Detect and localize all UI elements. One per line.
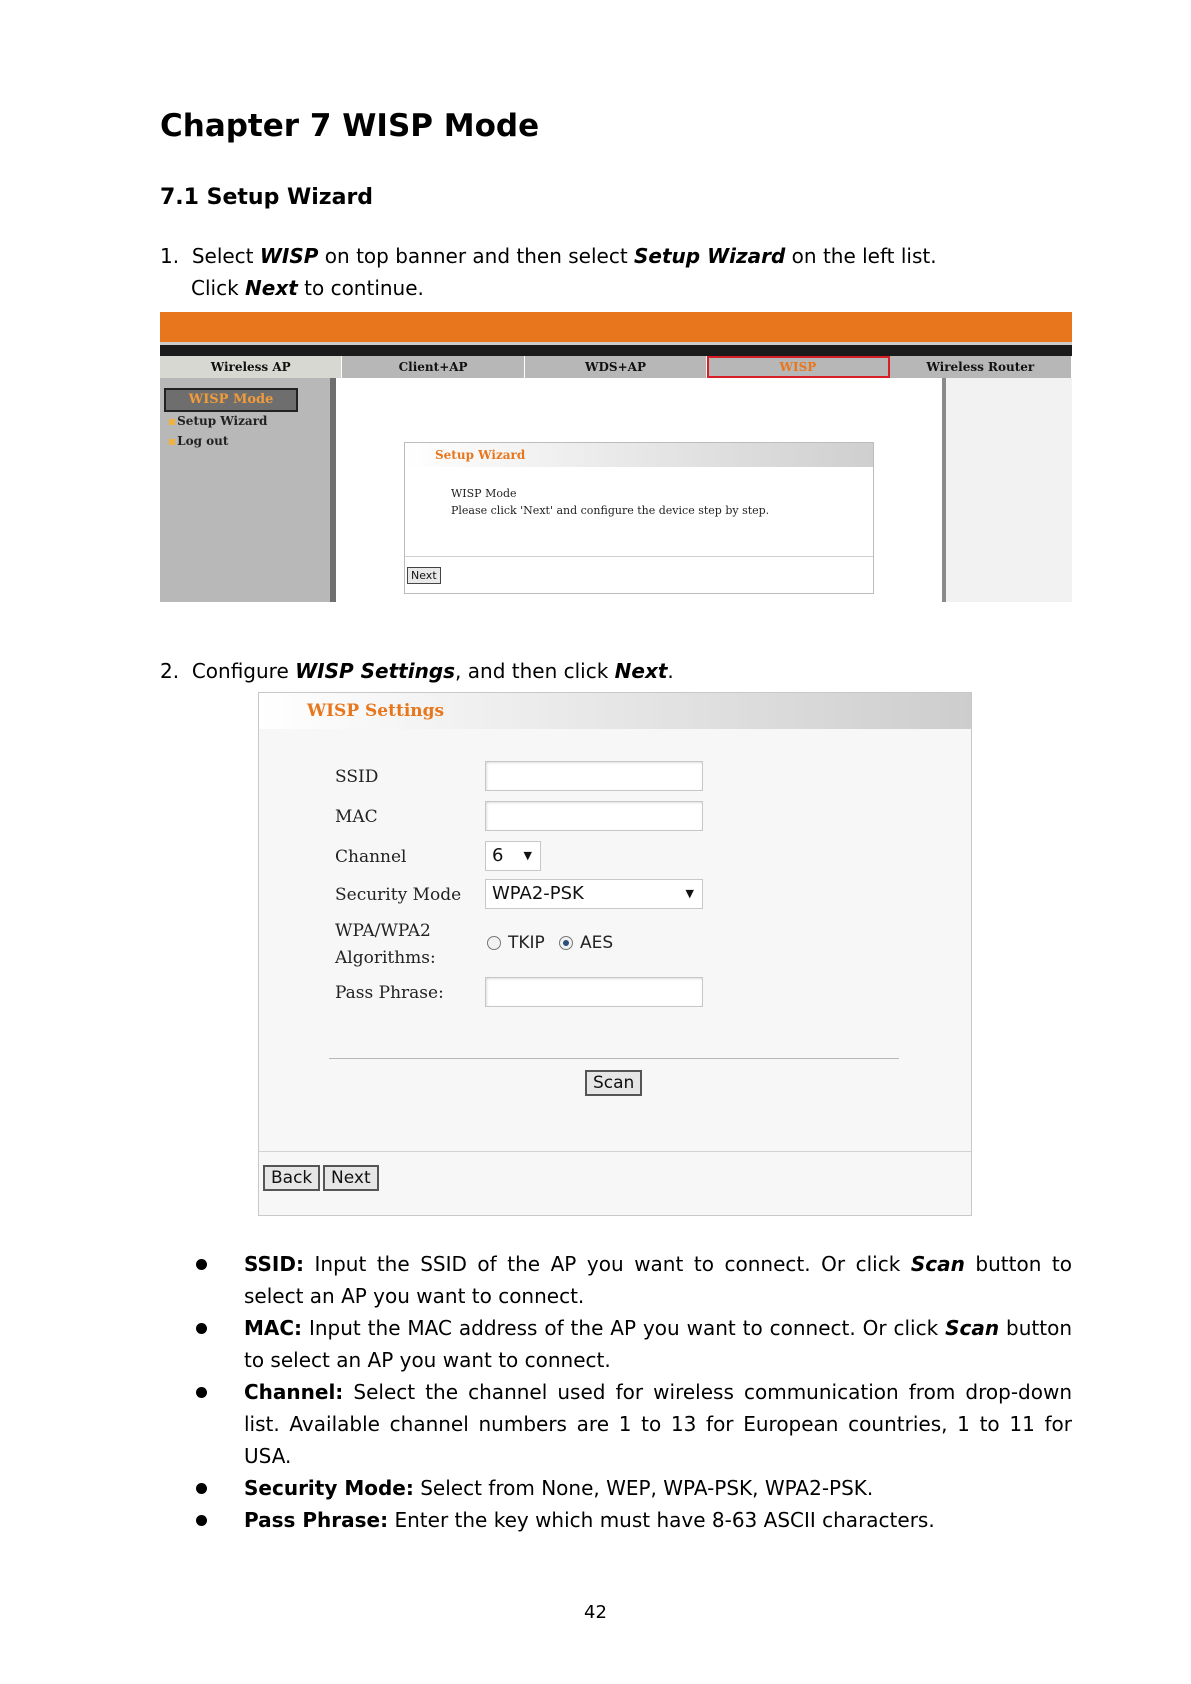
step-2-instruction: 2. Configure WISP Settings, and then click Next. bbox=[160, 659, 674, 683]
divider bbox=[259, 1151, 971, 1152]
sidebar-title: WISP Mode bbox=[164, 388, 298, 412]
step-number: 2. bbox=[160, 659, 180, 683]
list-item: SSID: Input the SSID of the AP you want to connect. Or click Scan button to select an AP you want to connect. bbox=[196, 1248, 1072, 1312]
radio-tkip[interactable]: TKIP bbox=[487, 933, 545, 953]
list-item: Channel: Select the channel used for wireless communication from drop-down list. Available channel numbers are 1 to 13 for European countries, 1 to 11 for USA. bbox=[196, 1376, 1072, 1472]
banner bbox=[160, 312, 1072, 342]
security-mode-label: Security Mode bbox=[335, 885, 462, 905]
mac-input[interactable] bbox=[485, 801, 703, 831]
scan-button[interactable]: Scan bbox=[585, 1070, 642, 1096]
tab-client-ap[interactable]: Client+AP bbox=[342, 356, 524, 378]
next-button[interactable]: Next bbox=[323, 1165, 379, 1191]
wisp-settings-screenshot bbox=[258, 692, 972, 1216]
tab-wireless-ap[interactable]: Wireless AP bbox=[160, 356, 342, 378]
channel-select[interactable]: 6 ▼ bbox=[485, 841, 541, 871]
page-number: 42 bbox=[584, 1602, 607, 1623]
chevron-down-icon: ▼ bbox=[685, 887, 694, 900]
wizard-mode-text: WISP Mode bbox=[451, 487, 517, 500]
panel-title: Setup Wizard bbox=[405, 443, 873, 467]
ssid-input[interactable] bbox=[485, 761, 703, 791]
tab-wireless-router[interactable]: Wireless Router bbox=[890, 356, 1072, 378]
list-item: Pass Phrase: Enter the key which must have 8-63 ASCII characters. bbox=[196, 1504, 1072, 1536]
main-content bbox=[336, 378, 942, 602]
divider bbox=[405, 556, 873, 557]
tab-wisp[interactable]: WISP bbox=[707, 356, 889, 378]
field-descriptions bbox=[196, 1248, 1072, 1536]
bullet-icon bbox=[196, 1387, 207, 1398]
ssid-label: SSID bbox=[335, 767, 379, 787]
divider bbox=[329, 1058, 899, 1059]
right-gutter bbox=[942, 378, 1072, 602]
security-mode-select[interactable]: WPA2-PSK ▼ bbox=[485, 879, 703, 909]
algorithms-label-line2: Algorithms: bbox=[335, 948, 436, 968]
pass-phrase-label: Pass Phrase: bbox=[335, 983, 444, 1003]
setup-wizard-screenshot bbox=[160, 312, 1072, 602]
step-number: 1. bbox=[160, 244, 180, 268]
sidebar-item-setup-wizard[interactable]: ▪ Setup Wizard bbox=[168, 414, 267, 428]
step-1-instruction: 1. Select WISP on top banner and then select Setup Wizard on the left list. Click Next to continue. bbox=[160, 244, 937, 300]
radio-aes[interactable]: AES bbox=[559, 933, 613, 953]
section-title: 7.1 Setup Wizard bbox=[160, 185, 374, 210]
bullet-icon bbox=[196, 1483, 207, 1494]
bullet-icon bbox=[196, 1259, 207, 1270]
pass-phrase-input[interactable] bbox=[485, 977, 703, 1007]
setup-wizard-panel bbox=[404, 442, 874, 594]
next-button[interactable]: Next bbox=[407, 567, 441, 584]
radio-checked-icon bbox=[559, 936, 573, 950]
banner-divider bbox=[160, 342, 1072, 356]
mode-tabs bbox=[160, 356, 1072, 378]
sidebar-item-log-out[interactable]: ▪ Log out bbox=[168, 434, 228, 448]
chevron-down-icon: ▼ bbox=[523, 849, 532, 862]
list-item: MAC: Input the MAC address of the AP you want to connect. Or click Scan button to select an AP you want to connect. bbox=[196, 1312, 1072, 1376]
mac-label: MAC bbox=[335, 807, 378, 827]
radio-unchecked-icon bbox=[487, 936, 501, 950]
back-button[interactable]: Back bbox=[263, 1165, 320, 1191]
chapter-title: Chapter 7 WISP Mode bbox=[160, 108, 540, 144]
tab-wds-ap[interactable]: WDS+AP bbox=[525, 356, 707, 378]
sidebar bbox=[160, 378, 336, 602]
wizard-instruction-text: Please click 'Next' and configure the device step by step. bbox=[451, 504, 770, 517]
algorithms-label-line1: WPA/WPA2 bbox=[335, 921, 431, 941]
list-item: Security Mode: Select from None, WEP, WPA-PSK, WPA2-PSK. bbox=[196, 1472, 1072, 1504]
bullet-icon bbox=[196, 1323, 207, 1334]
panel-title: WISP Settings bbox=[259, 693, 971, 729]
channel-label: Channel bbox=[335, 847, 407, 867]
bullet-icon bbox=[196, 1515, 207, 1526]
